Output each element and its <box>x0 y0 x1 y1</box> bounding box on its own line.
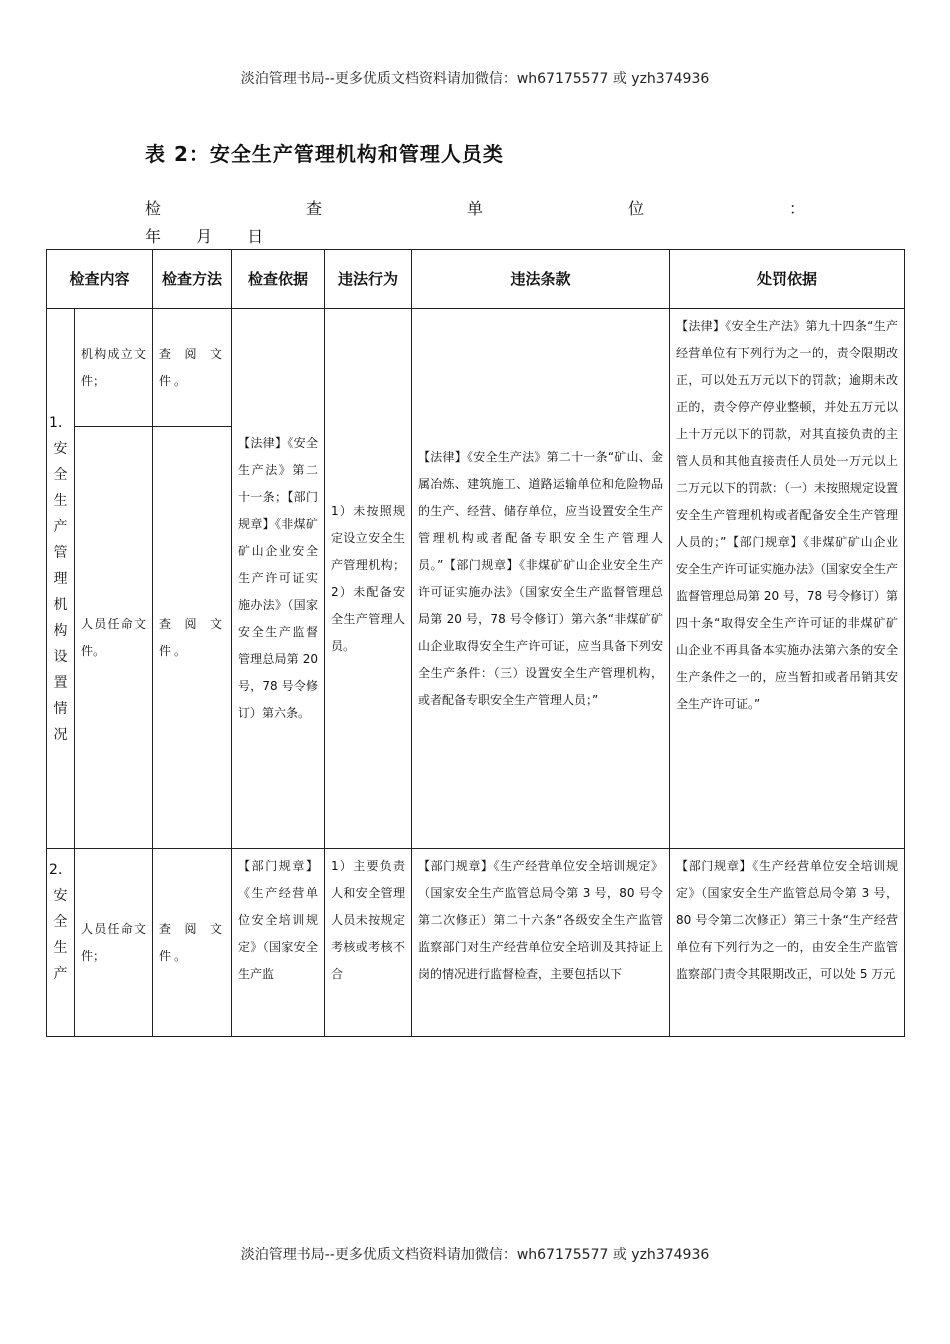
row1-penalty: 【法律】《安全生产法》第九十四条“生产经营单位有下列行为之一的，责令限期改正，可以处五万元以下的罚款；逾期未改正的，责令停产停业整顿，并处五万元以上十万元以下的罚款，对其直接负责的主管人员和其他直接责任人员处一万元以上二万元以下的罚款：（一）未按照规定设置安全生产管理机构或者配备安全生产管理人员的；”【部门规章】《非煤矿矿山企业安全生产许可证实施办法》（国家安全生产监督管理总局第 20 号，78 号令修订）第四十条“取得安全生产许可证的非煤矿矿山企业不再具备本实施办法第六条的安全生产条件之一的，应当暂扣或者吊销其安全生产许可证。” <box>670 309 905 849</box>
header-violation: 违法行为 <box>325 250 412 309</box>
row1-clause: 【法律】《安全生产法》第二十一条“矿山、金属冶炼、建筑施工、道路运输单位和危险物品的生产、经营、储存单位，应当设置安全生产管理机构或者配备专职安全生产管理人员。”【部门规章】《非煤矿矿山企业安全生产许可证实施办法》（国家安全生产监督管理总局第 20 号，78 号令修订）第六条“非煤矿矿山企业取得安全生产许可证，应当具备下列安全生产条件：（三）设置安全生产管理机构，或者配备专职安全生产管理人员；” <box>412 309 670 849</box>
table-header-row <box>47 250 905 309</box>
row2-clause: 【部门规章】《生产经营单位安全培训规定》（国家安全生产监管总局令第 3 号，80 号令第二次修正）第二十六条“各级安全生产监管监察部门对生产经营单位安全培训及其持证上岗的情况进行监督检查，主要包括以下 <box>412 849 670 1037</box>
unit-char: 单 <box>466 199 483 218</box>
header-clause: 违法条款 <box>412 250 670 309</box>
date-day: 日 <box>247 227 264 246</box>
table-row <box>47 309 905 427</box>
row1-sub2-content: 人员任命文件。 <box>75 427 153 849</box>
table-row <box>47 849 905 1037</box>
date-year: 年 <box>145 227 162 246</box>
row2-item: 2．安全生产 <box>47 849 75 1037</box>
date-month: 月 <box>196 227 213 246</box>
row2-content: 人员任命文件； <box>75 849 153 1037</box>
header-method: 检查方法 <box>153 250 232 309</box>
inspection-unit-line <box>145 196 805 219</box>
header-penalty: 处罚依据 <box>670 250 905 309</box>
row1-violation: 1）未按照规定设立安全生产管理机构；2）未配备安全生产管理人员。 <box>325 309 412 849</box>
row1-sub1-method: 查阅文件。 <box>153 309 232 427</box>
row1-sub2-method: 查阅文件。 <box>153 427 232 849</box>
row2-method: 查阅文件。 <box>153 849 232 1037</box>
date-line <box>145 224 293 247</box>
page-footer: 淡泊管理书局--更多优质文档资料请加微信：wh67175577 或 yzh374936 <box>240 1247 710 1263</box>
unit-char: 查 <box>305 199 322 218</box>
row2-basis: 【部门规章】《生产经营单位安全培训规定》（国家安全生产监 <box>232 849 325 1037</box>
inspection-table <box>46 249 905 1037</box>
header-basis: 检查依据 <box>232 250 325 309</box>
unit-char: 位 <box>627 199 644 218</box>
header-content: 检查内容 <box>47 250 153 309</box>
unit-char: 检 <box>145 199 162 218</box>
page-header: 淡泊管理书局--更多优质文档资料请加微信：wh67175577 或 yzh374936 <box>240 71 710 87</box>
unit-colon: ： <box>788 199 805 218</box>
row1-sub1-content: 机构成立文件； <box>75 309 153 427</box>
row1-basis: 【法律】《安全生产法》第二十一条；【部门规章】《非煤矿矿山企业安全生产许可证实施办法》（国家安全生产监督管理总局第 20 号，78 号令修订）第六条。 <box>232 309 325 849</box>
row1-item: 1．安全生产管理机构设置情况 <box>47 309 75 849</box>
row2-violation: 1）主要负责人和安全管理人员未按规定考核或考核不合 <box>325 849 412 1037</box>
row2-penalty: 【部门规章】《生产经营单位安全培训规定》（国家安全生产监管总局令第 3 号，80 号令第二次修正）第三十条“生产经营单位有下列行为之一的，由安全生产监管监察部门责令其限期改正，可以处 5 万元 <box>670 849 905 1037</box>
page-title: 表 2：安全生产管理机构和管理人员类 <box>145 142 504 166</box>
